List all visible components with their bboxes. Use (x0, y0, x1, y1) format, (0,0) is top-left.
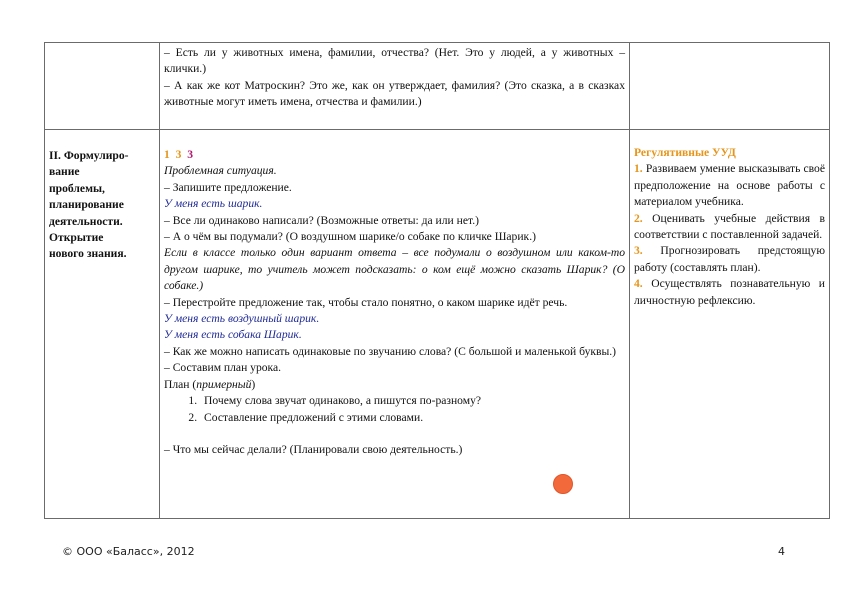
dialog-line: – Запишите предложение. (164, 180, 292, 194)
uud-item-text: Развиваем умение высказывать своё предположение на основе работы с материалом учебника. (634, 162, 825, 209)
uud-item-number: 1. (634, 162, 643, 176)
plan-list (164, 393, 625, 426)
dialog-line: – Что мы сейчас делали? (Планировали свою деятельность.) (164, 442, 463, 456)
stage-title-line: нового знания. (49, 247, 127, 261)
uud-item-number: 3. (634, 244, 643, 258)
uud-cell (630, 43, 830, 130)
uud-item (634, 243, 825, 276)
uud-item-text: Оценивать учебные действия в соответствии с поставленной задачей. (634, 211, 825, 242)
dialog-line: – Составим план урока. (164, 361, 282, 375)
stage-title-line: деятельности. (49, 214, 123, 228)
slide-number: 1 (164, 148, 170, 161)
dialog-line: – А как же кот Матроскин? Это же, как он утверждает, фамилия? (Это сказка, а в сказках животные могут иметь имена, отчества и фамилии.) (164, 78, 625, 109)
uud-item-text: Осуществлять познавательную и личностную рефлексию. (634, 277, 825, 307)
dialog-line: – Перестройте предложение так, чтобы стало понятно, о каком шарике идёт речь. (164, 295, 568, 309)
page-number: 4 (778, 545, 785, 558)
stage-cell (45, 130, 160, 519)
uud-item-number: 4. (634, 277, 643, 291)
dialog-line: – Все ли одинаково написали? (Возможные ответы: да или нет.) (164, 213, 479, 227)
example-sentence: У меня есть собака Шарик. (164, 328, 302, 342)
uud-title: Регулятивные УУД (634, 146, 736, 159)
stage-title-line: планирование (49, 198, 124, 212)
uud-item-number: 2. (634, 211, 643, 225)
plan-prefix: План ( (164, 377, 197, 391)
example-sentence: У меня есть шарик. (164, 197, 263, 211)
lesson-table (44, 42, 830, 519)
table-row (45, 43, 830, 130)
slide-numbers (164, 147, 625, 163)
dialog-line: – А о чём вы подумали? (О воздушном шарике/о собаке по кличке Шарик.) (164, 230, 536, 244)
uud-item (634, 276, 825, 309)
copyright-footer: © ООО «Баласс», 2012 (62, 545, 195, 558)
uud-cell (630, 130, 830, 519)
teacher-note: Если в классе только один вариант ответа – все подумали о воздушном или каком-то другом шарике, то учитель может подсказать: о ком ещё можно сказать Шарик? (О собаке.) (164, 246, 625, 293)
problem-situation-heading: Проблемная ситуация. (164, 164, 277, 178)
plan-item: 2. Составление предложений с этими словами. (200, 410, 625, 426)
dialog-line: – Как же можно написать одинаковые по звучанию слова? (С большой и маленькой буквы.) (164, 344, 617, 358)
stage-title-line: вание (49, 165, 80, 179)
table-row (45, 130, 830, 519)
stage-title-line: II. Формулиро- (49, 149, 129, 162)
pointer-dot (553, 474, 573, 494)
plan-heading (164, 377, 625, 393)
plan-suffix: ) (251, 377, 256, 391)
example-sentence: У меня есть воздушный шарик. (164, 312, 320, 326)
stage-title-line: Открытие (49, 231, 104, 245)
activity-cell (160, 43, 630, 130)
plan-italic: примерный (196, 377, 252, 391)
uud-item-text: Прогнозировать предстоящую работу (составлять план). (634, 244, 825, 274)
activity-cell (160, 130, 630, 519)
slide-number: 3 (175, 148, 182, 161)
plan-item: 1. Почему слова звучат одинаково, а пишутся по-разному? (200, 393, 625, 409)
uud-item (634, 161, 825, 210)
uud-item (634, 211, 825, 244)
dialog-line: – Есть ли у животных имена, фамилии, отчества? (Нет. Это у людей, а у животных – клички.) (164, 46, 625, 76)
slide-number: 3 (187, 148, 193, 161)
stage-title-line: проблемы, (49, 181, 105, 195)
stage-cell (45, 43, 160, 130)
